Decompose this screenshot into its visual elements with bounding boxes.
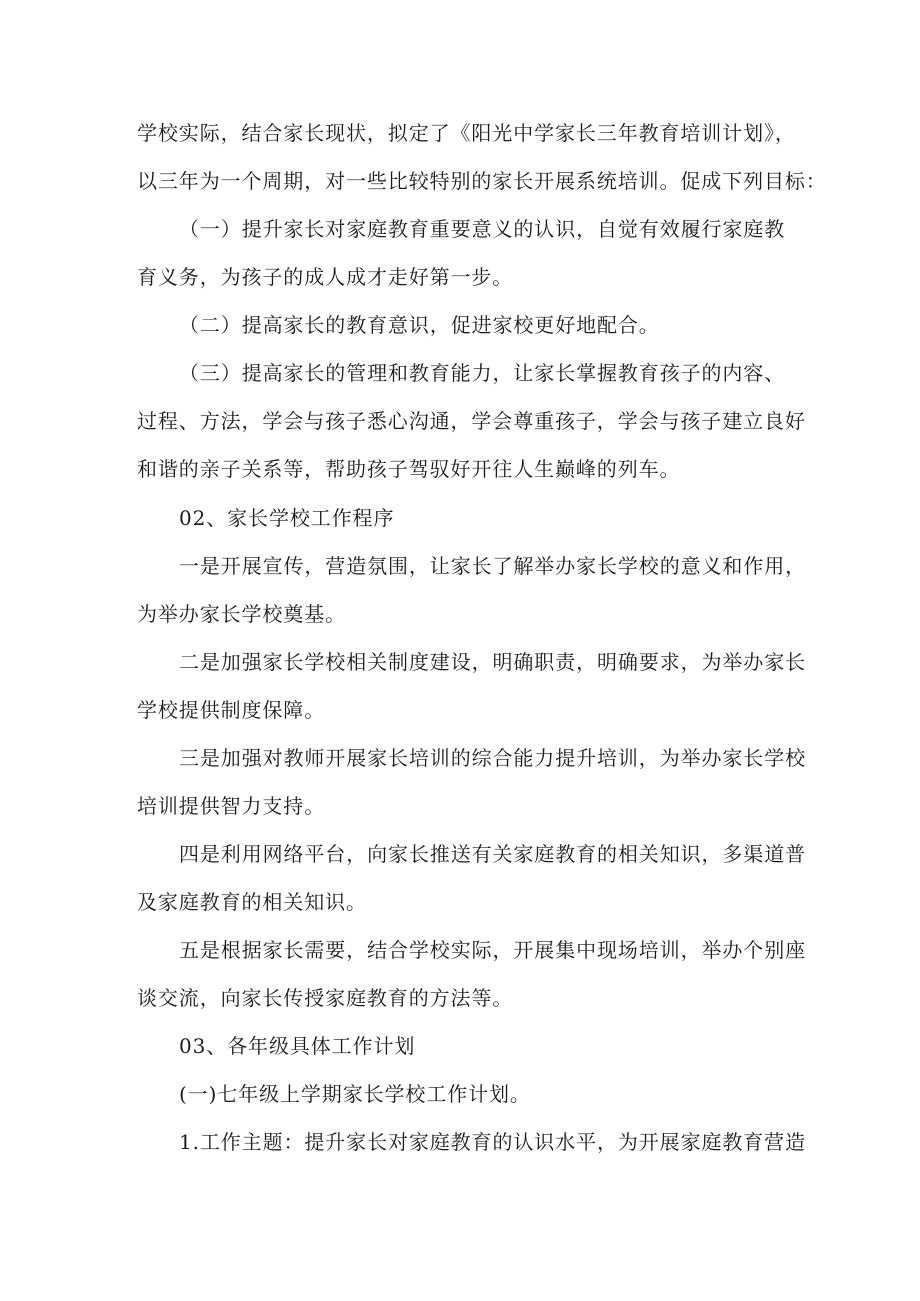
body-text-line: 以三年为一个周期，对一些比较特别的家长开展系统培训。促成下列目标： xyxy=(137,169,827,193)
plan-item-1: 1.工作主题：提升家长对家庭教育的认识水平，为开展家庭教育营造 xyxy=(179,1130,806,1154)
section-heading-03: 03、各年级具体工作计划 xyxy=(179,1034,416,1058)
procedure-item-1: 一是开展宣传，营造氛围，让家长了解举办家长学校的意义和作用， xyxy=(179,554,806,578)
body-text-line: 谈交流，向家长传授家庭教育的方法等。 xyxy=(137,986,514,1010)
section-heading-02: 02、家长学校工作程序 xyxy=(179,506,395,530)
goal-item-3: （三）提高家长的管理和教育能力，让家长掌握教育孩子的内容、 xyxy=(179,361,786,385)
body-text-line: 及家庭教育的相关知识。 xyxy=(137,890,367,914)
body-text-line: 育义务，为孩子的成人成才走好第一步。 xyxy=(137,265,514,289)
procedure-item-3: 三是加强对教师开展家长培训的综合能力提升培训，为举办家长学校 xyxy=(179,746,806,770)
body-text-line: 和谐的亲子关系等，帮助孩子驾驭好开往人生巅峰的列车。 xyxy=(137,457,681,481)
body-text-line: 培训提供智力支持。 xyxy=(137,794,326,818)
body-text-line: 为举办家长学校奠基。 xyxy=(137,602,346,626)
body-text-line: 学校实际，结合家长现状，拟定了《阳光中学家长三年教育培训计划》， xyxy=(137,121,796,145)
procedure-item-2: 二是加强家长学校相关制度建设，明确职责，明确要求，为举办家长 xyxy=(179,650,806,674)
body-text-line: 学校提供制度保障。 xyxy=(137,698,326,722)
goal-item-1: （一）提升家长对家庭教育重要意义的认识，自觉有效履行家庭教 xyxy=(179,217,786,241)
goal-item-2: （二）提高家长的教育意识，促进家校更好地配合。 xyxy=(179,313,660,337)
procedure-item-4: 四是利用网络平台，向家长推送有关家庭教育的相关知识，多渠道普 xyxy=(179,842,806,866)
body-text-line: 过程、方法，学会与孩子悉心沟通，学会尊重孩子，学会与孩子建立良好 xyxy=(137,409,806,433)
procedure-item-5: 五是根据家长需要，结合学校实际，开展集中现场培训，举办个别座 xyxy=(179,938,806,962)
subsection-heading: (一)七年级上学期家长学校工作计划。 xyxy=(179,1082,531,1106)
